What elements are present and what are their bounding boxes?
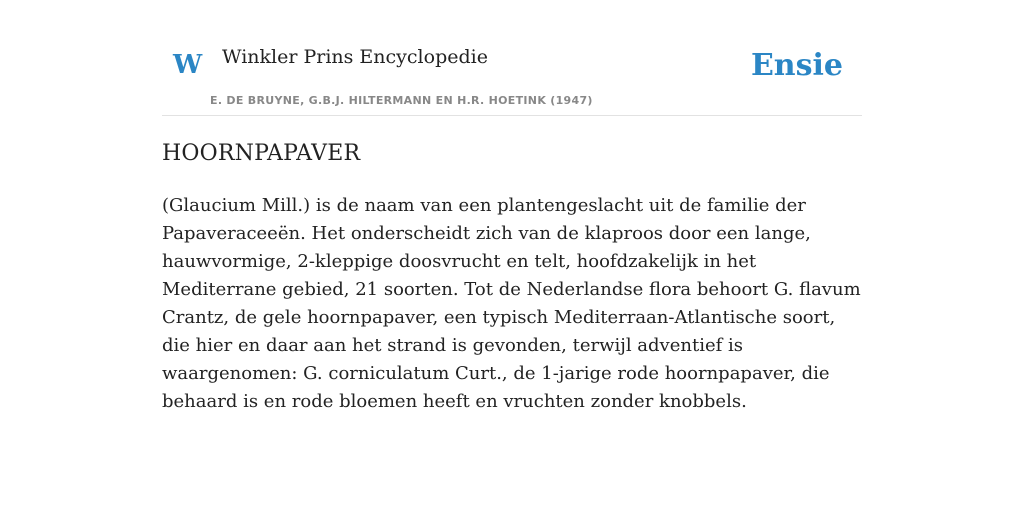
entry-body: (Glaucium Mill.) is de naam van een plantengeslacht uit de familie der Papaveraceeën. Het onderscheidt zich van de klaproos door een lange, hauwvormige, 2-kleppige doosvrucht en telt, hoofdzakelijk in het Mediterrane gebied, 21 soorten. Tot de Nederlandse flora behoort G. flavum Crantz, de gele hoornpapaver, een typisch Mediterraan-Atlantische soort, die hier en daar aan het strand is gevonden, terwijl adventief is waargenomen: G. corniculatum Curt., de 1-jarige rode hoornpapaver, die behaard is en rode bloemen heeft en vruchten zonder knobbels.	[162, 195, 861, 412]
publication-logo[interactable]: W	[173, 50, 203, 80]
page-container	[162, 0, 862, 412]
publication-authors: E. DE BRUYNE, G.B.J. HILTERMANN EN H.R. HOETINK (1947)	[210, 94, 593, 107]
entry-title: HOORNPAPAVER	[162, 141, 361, 166]
publication-title[interactable]: Winkler Prins Encyclopedie	[222, 46, 488, 68]
source-header	[162, 0, 862, 116]
ensie-logo-link[interactable]: Ensie	[750, 48, 843, 83]
